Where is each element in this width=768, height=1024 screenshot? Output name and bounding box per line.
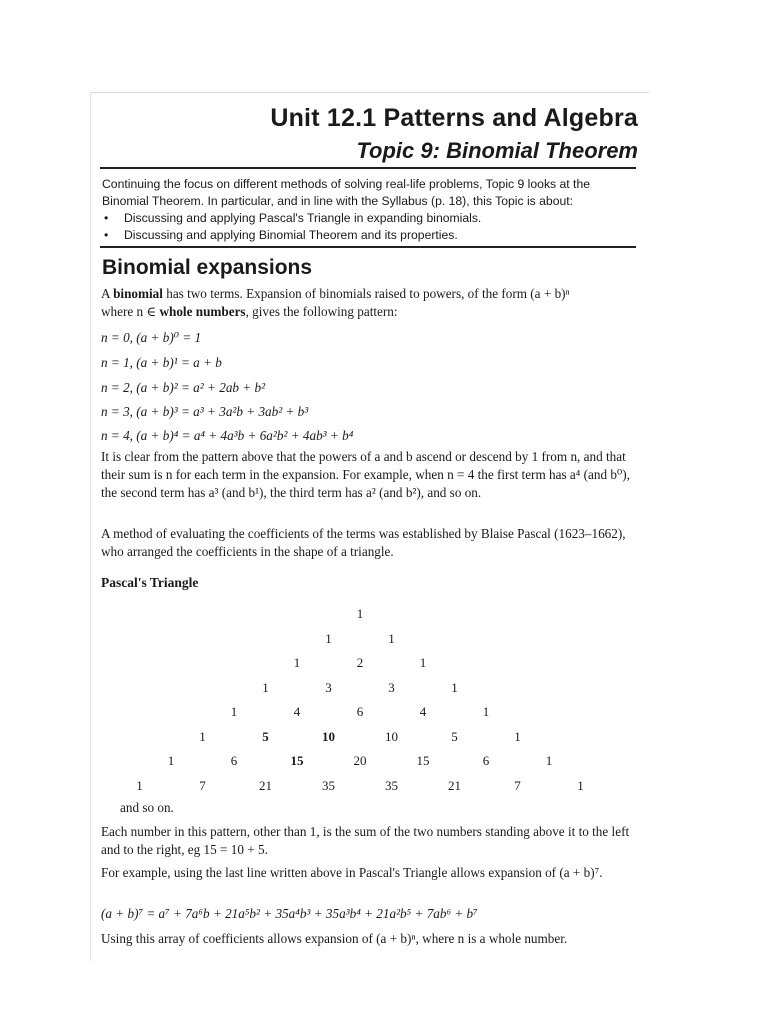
triangle-cell: 1 (167, 753, 175, 768)
triangle-cell: 35 (385, 777, 398, 793)
triangle-cell: 6 (356, 704, 364, 719)
triangle-cell: 1 (577, 777, 584, 793)
triangle-cell: 1 (199, 728, 206, 744)
pascal-heading: Pascal's Triangle (101, 575, 199, 590)
triangle-cell: 1 (262, 679, 269, 695)
triangle-cell: 21 (448, 777, 461, 793)
equation-n0: n = 0, (a + b)⁰ = 1 (101, 330, 202, 345)
triangle-cell: 20 (353, 753, 367, 768)
closing-paragraph: Using this array of coefficients allows expansion of (a + b)ⁿ, where n is a whole number. (101, 931, 568, 946)
triangle-cell: 1 (545, 753, 553, 768)
triangle-cell: 1 (514, 728, 521, 744)
pattern-paragraph: It is clear from the pattern above that the powers of a and b ascend or descend by 1 from n, and that their sum is n for each term in the expansion. For example, when n = 4 the first term has a⁴ (and b⁰), the second term has a³ (and b¹), the third term has a² (and b²), and so on. (101, 449, 630, 500)
triangle-cell: 1 (451, 679, 458, 695)
triangle-cell: 1 (388, 630, 395, 646)
triangle-cell: 2 (356, 655, 364, 670)
triangle-cell: 1 (356, 606, 364, 621)
triangle-cell: 4 (419, 704, 427, 719)
equation-n2: n = 2, (a + b)² = a² + 2ab + b² (101, 380, 266, 395)
triangle-cell: 7 (514, 777, 521, 793)
triangle-cell: 21 (259, 777, 272, 793)
intro-bullet: • Discussing and applying Binomial Theorem and its properties. (104, 228, 458, 242)
triangle-cell: 1 (230, 704, 238, 719)
triangle-cell: 1 (482, 704, 490, 719)
section-heading: Binomial expansions (102, 256, 313, 279)
triangle-cell: 15 (416, 753, 430, 768)
sum-rule-paragraph: Each number in this pattern, other than 1, is the sum of the two numbers standing above it to the left and to the right, eg 15 = 10 + 5. (101, 824, 630, 857)
bullet-icon: • (104, 211, 109, 225)
triangle-cell: 1 (136, 777, 143, 793)
equation-n1: n = 1, (a + b)¹ = a + b (101, 355, 222, 370)
triangle-cell: 6 (230, 753, 238, 768)
equation-n3: n = 3, (a + b)³ = a³ + 3a²b + 3ab² + b³ (101, 404, 309, 419)
triangle-cell: 1 (325, 630, 332, 646)
triangle-cell: 10 (385, 728, 398, 744)
topic-title: Topic 9: Binomial Theorem (356, 138, 638, 163)
method-paragraph: A method of evaluating the coefficients of the terms was established by Blaise Pascal (1623–1662), who arranged the coefficients in the shape of a triangle. (101, 526, 626, 559)
triangle-cell: 10 (322, 728, 335, 744)
triangle-cell: 7 (199, 777, 206, 793)
expansion-seven: (a + b)⁷ = a⁷ + 7a⁶b + 21a⁵b² + 35a⁴b³ + 35a³b⁴ + 21a²b⁵ + 7ab⁶ + b⁷ (101, 906, 478, 921)
equation-n4: n = 4, (a + b)⁴ = a⁴ + 4a³b + 6a²b² + 4ab³ + b⁴ (101, 428, 354, 443)
triangle-cell: 3 (325, 679, 332, 695)
triangle-cell: 4 (293, 704, 301, 719)
example-paragraph: For example, using the last line written above in Pascal's Triangle allows expansion of (a + b)⁷. (101, 865, 603, 880)
triangle-cell: 5 (262, 728, 269, 744)
triangle-cell: 35 (322, 777, 335, 793)
triangle-cell: 1 (419, 655, 427, 670)
bullet-icon: • (104, 228, 109, 242)
triangle-cell: 6 (482, 753, 490, 768)
triangle-cell: 3 (388, 679, 395, 695)
triangle-cell: 15 (290, 753, 304, 768)
triangle-cell: 5 (451, 728, 458, 744)
intro-paragraph: Continuing the focus on different methods of solving real-life problems, Topic 9 looks at the Binomial Theorem. In particular, and in line with the Syllabus (p. 18), this Topic is about: (102, 177, 591, 208)
binomial-definition: A binomial has two terms. Expansion of binomials raised to powers, of the form (a + b)ⁿ where n ∈ whole numbers, gives the following pattern: (101, 286, 570, 319)
unit-title: Unit 12.1 Patterns and Algebra (270, 104, 638, 132)
triangle-cell: 1 (293, 655, 301, 670)
and-so-on: and so on. (120, 800, 174, 815)
intro-bullet: • Discussing and applying Pascal's Triangle in expanding binomials. (104, 211, 482, 225)
